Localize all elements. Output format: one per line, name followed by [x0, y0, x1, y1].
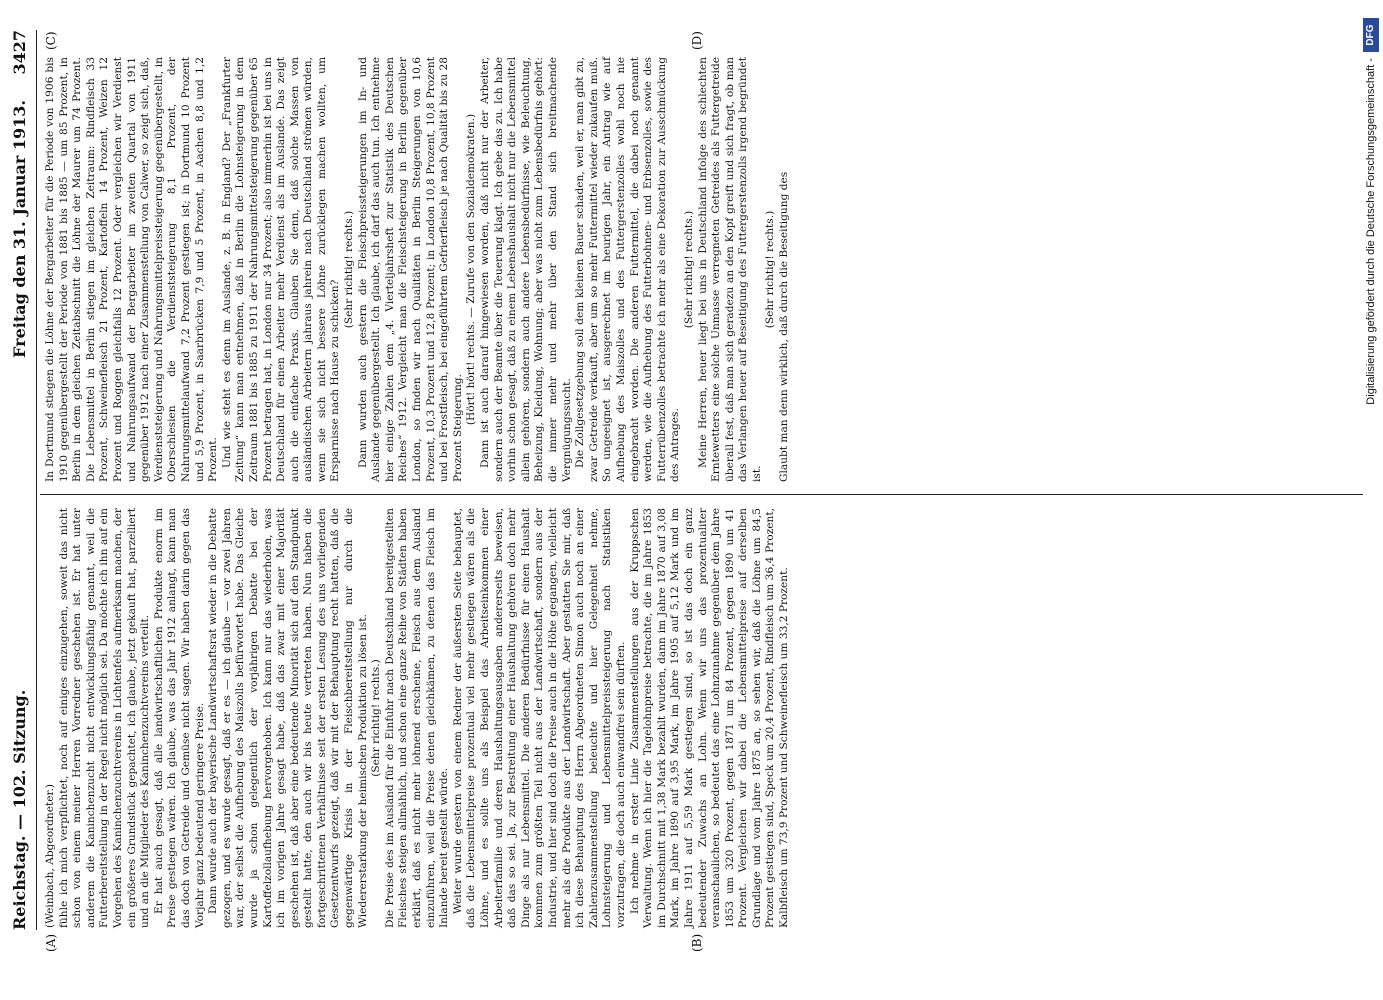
left_column-paragraph: (Sehr richtig! rechts.): [370, 659, 383, 777]
credit-text: Digitalisierung gefördert durch die Deutsche Forschungsgemeinschaft -: [1365, 58, 1377, 405]
page-header: [6, 30, 34, 970]
right_column-paragraph: In Dortmund stiegen die Löhne der Bergarbeiter für die Periode von 1906 bis 1910 gegenübergestellt der Periode von 1881 bis 1885 — um 85 Prozent, in Berlin in dem gleichen Zeitabschnitt die Löhne der Maurer um 74 Prozent. Die Lebensmittel in Berlin stiegen im gleichen Zeitraum: Rindfleisch 33 Prozent, Schweinefleisch 21 Prozent, Kartoffeln 14 Prozent, Weizen 12 Prozent und Roggen gleichfalls 12 Prozent. Oder vergleichen wir Verdienst und Nahrungsaufwand der Bergarbeiter im zweiten Quartal von 1911 gegenüber 1912 nach einer Zusammenstellung von Calwer, so zeigt sich, daß, Verdienststeigerung und Nahrungsmittelpreissteigerung gegenübergestellt, in Oberschlesien die Verdienststeigerung 8,1 Prozent, der Nahrungsmittelaufwand 7,2 Prozent gestiegen ist; in Dortmund 10 Prozent und 5,9 Prozent, in Saarbrücken 7,9 und 5 Prozent, in Aachen 8,8 und 1,2 Prozent.: [44, 57, 220, 482]
right_column-paragraph: Dann ist auch darauf hingewiesen worden, daß nicht nur der Arbeiter, sondern auch der Beamte über die Teuerung klagt. Ich gebe das zu. Ich habe vorhin schon gesagt, daß zu einem Lebenshaushalt nicht nur die Lebensmittel allein gehören, sondern auch andere Lebensbedürfnisse, wie Beleuchtung, Beheizung, Kleidung, Wohnung; aber was nicht zum Lebensbedürfnis gehört: die immer mehr und mehr über den Stand sich breitmachende Vergnügungssucht.: [479, 57, 573, 482]
right_column-paragraph: (Sehr richtig! rechts.): [343, 210, 356, 329]
right_column-paragraph: (Hört! hört! rechts. — Zurufe von den Sozialdemokraten.): [465, 113, 478, 426]
dfg-logo: DFG: [1363, 18, 1379, 52]
right_column-paragraph: Die Zollgesetzgebung soll dem kleinen Bauer schaden, weil er, man gibt zu, zwar Getreide verkauft, aber um so mehr Futtermittel wieder zukaufen muß. So ungeeignet ist, ausgerechnet im heurigen Jahr, ein Antrag wie auf Aufhebung des Maiszolles und des Futtergerstenzolles wohl noch nie eingebracht worden. Die anderen Futtermittel, die dabei noch genannt werden, wie die Aufhebung des Futterbohnen- und Erbsenzolles, sowie des Futterrübenzolles betrachte ich mehr als eine Dekoration zur Ausschmückung des Antrages.: [574, 57, 682, 482]
right_column-paragraph: (Sehr richtig! rechts.): [764, 210, 777, 329]
left_column-paragraph: Er hat auch gesagt, daß alle landwirtschaftlichen Produkte enorm im Preise gestiegen wären. Ich glaube, was das Jahr 1912 anlangt, kann man das doch von Getreide und Gemüse nicht sagen. Wir haben darin gegen das Vorjahr ganz bedeutend geringere Preise.: [152, 508, 206, 928]
header-right: Freitag den 31. Januar 1913.: [10, 100, 29, 358]
right_column-paragraph: (Sehr richtig! rechts.): [682, 210, 695, 329]
right_column-paragraph: Meine Herren, heuer liegt bei uns in Deutschland infolge des schlechten Erntewetters eine solche Unmasse verregneten Getreides als Futtergetreide überall fest, daß man sich geradezu an den Kopf greift und sich fragt, ob man das Verlangen heuer auf Beseitigung des Futtergerstenzolls irgend begründet ist.: [696, 57, 763, 482]
margin-mark-c: (C): [44, 31, 58, 50]
right-column: [44, 57, 792, 482]
left_column-paragraph: Ich nehme in erster Linie Zusammenstellungen aus der Kruppschen Verwaltung. Wenn ich hier die Tagelohnpreise betrachte, die im Jahre 1853 im Durchschnitt mit 1,38 Mark bezahlt wurden, dann im Jahre 1870 auf 3,08 Mark, im Jahre 1890 auf 3,95 Mark, im Jahre 1905 auf 5,12 Mark und im Jahre 1911 auf 5,59 Mark gestiegen sind, so ist das doch ein ganz bedeutender Zuwachs an Lohn. Wenn wir uns das prozentualiter veranschaulichen, so bedeutet das eine Lohnzunahme gegenüber dem Jahre 1853 um 320 Prozent, gegen 1871 um 84 Prozent, gegen 1890 um 41 Prozent. Vergleichen wir dabei die Lebensmittelpreise auf derselben Grundlage und vom Jahre 1875 an, so sehen wir, daß die Löhne um 84,5 Prozent gestiegen sind, Speck um 20,4 Prozent, Rindfleisch um 36,4 Prozent, Kalbfleisch um 73,9 Prozent und Schweinefleisch um 33,2 Prozent.: [628, 508, 791, 928]
column-divider: [40, 494, 1363, 495]
left_column-paragraph: fühle ich mich verpflichtet, noch auf einiges einzugehen, soweit das nicht schon von einem meiner Herren Vorredner geschehen ist. Er hat unter anderem die Kaninchenzucht nicht entwicklungsfähig genannt, weil die Futterbereitstellung in der Regel nicht möglich sei. Da möchte ich ihn auf ein Vorgehen des Kaninchenzuchtvereins in Lichtenfels aufmerksam machen, der ein größeres Grundstück gepachtet, ich glaube, jetzt gekauft hat, parzelliert und an die Mitglieder des Kaninchenzuchtvereins verteilt.: [57, 508, 152, 928]
header-rule: [36, 30, 37, 930]
page-number: 3427: [10, 30, 29, 75]
right_column-paragraph: Und wie steht es denn im Auslande, z. B. in England? Der „Frankfurter Zeitung“ kann man entnehmen, daß in Berlin die Lohnsteigerung in dem Zeitraum 1881 bis 1885 zu 1911 der Nahrungsmittelsteigerung gegenüber 65 Prozent betragen hat, in London nur 34 Prozent; also immerhin ist bei uns in Deutschland für einen Arbeiter mehr Verdienst als im Auslande. Das zeigt auch die einfache Praxis. Glauben Sie denn, daß solche Massen von ausländischen Arbeitern jahraus jahrein nach Deutschland strömen würden, wenn sie sich nicht bessere Löhne zurücklegen machen wollten, um Ersparnisse nach Hause zu schicken?: [220, 57, 342, 482]
left_column-paragraph: Die Preise des im Ausland für die Einfuhr nach Deutschland bereitgestellten Fleisches steigen allmählich, und schon eine ganze Reihe von Städten haben erklärt, daß es nicht mehr lohnend erscheine, Fleisch aus dem Ausland einzuführen, weil die Preise denen gleichkämen, zu denen das Fleisch im Inlande bereit gestellt würde.: [383, 508, 451, 928]
left-column: [44, 508, 792, 928]
left_column-paragraph: Weiter wurde gestern von einem Redner der äußersten Seite behauptet, daß die Lebensmittelpreise prozentual viel mehr gestiegen wären als die Löhne, und es sollte uns als Beispiel das Arbeitseinkommen einer Arbeiterfamilie und deren Haushaltungsausgaben andererseits beweisen, daß das so sei. Ja, zur Bestreitung einer Haushaltung gehören doch mehr Dinge als nur Lebensmittel. Die anderen Bedürfnisse für einen Haushalt kommen zum größten Teil nicht aus der Landwirtschaft, sondern aus der Industrie, und hier sind doch die Preise auch in die Höhe gegangen, vielleicht mehr als die Produkte aus der Landwirtschaft. Aber gestatten Sie mir, daß ich diese Behauptung des Herrn Abgeordneten Simon auch noch an einer Zahlenzusammenstellung beleuchte und hier Gelegenheit nehme, Lohnsteigerung und Lebensmittelpreissteigerung nach Statistiken vorzutragen, die doch auch einwandfrei sein dürften.: [451, 508, 627, 928]
header-left: Reichstag. — 102. Sitzung.: [10, 689, 29, 930]
margin-mark-d: (D): [690, 31, 704, 50]
left_column-paragraph: Dann wurde auch der bayerische Landwirtschaftsrat wieder in die Debatte gezogen, und es wurde gesagt, daß er es — ich glaube — vor zwei Jahren war, der selbst die Aufhebung des Maiszolls befürwortet habe. Das Gleiche wurde ja schon gelegentlich der vorjährigen Debatte bei der Kartoffelzollaufhebung hervorgehoben. Ich kann nur das wiederholen, was ich im vorigen Jahre gesagt habe, daß das zwar mit einer Majorität geschehen ist, daß aber eine bedeutende Minorität sich auf den Standpunkt gestellt hatte, den auch wir bis heute vertreten haben. Nun haben die fortgeschrittenen Verhältnisse seit der ersten Lesung des uns vorliegenden Gesetzentwurfs gezeigt, daß wir mit der Behauptung recht hatten, daß die gegenwärtige Krisis in der Fleischbereitstellung nur durch die Wiedererstarkung der heimischen Produktion zu lösen ist.: [207, 508, 369, 928]
right_column-paragraph: Glaubt man denn wirklich, daß durch die Beseitigung des: [778, 171, 791, 482]
margin-mark-a: (A): [44, 933, 58, 952]
right_column-paragraph: Dann wurden auch gestern die Fleischpreissteigerungen im In- und Auslande gegenübergestellt. Ich glaube, ich darf das auch tun. Ich entnehme hier einige Zahlen dem „4. Vierteljahrsheft zur Statistik des Deutschen Reiches“ 1912. Vergleicht man die Fleischsteigerung in Berlin gegenüber London, so finden wir nach Qualitäten in Berlin Steigerungen von 10,6 Prozent, 10,3 Prozent und 12,8 Prozent; in London 10,8 Prozent, 10,8 Prozent und bei Frostfleisch, bei eingeführtem Gefrierfleisch je nach Qualität bis zu 28 Prozent Steigerung.: [356, 57, 464, 482]
margin-mark-b: (B): [690, 933, 704, 952]
left_column-paragraph: (Weinbach, Abgeordneter.): [44, 784, 56, 928]
